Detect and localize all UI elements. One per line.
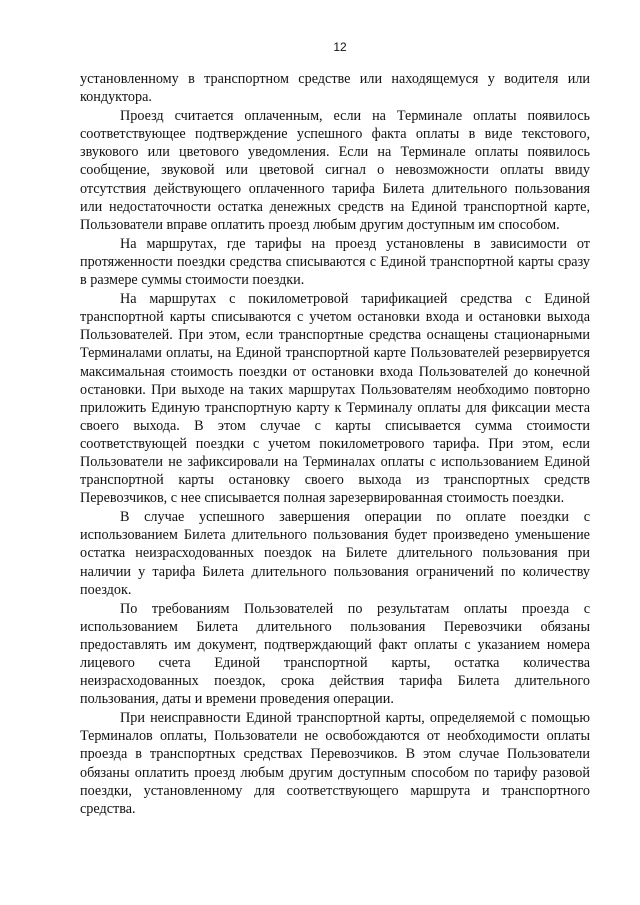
paragraph-card-malfunction: При неисправности Единой транспортной карты, определяемой с помощью Терминалов оплаты, Пользователи не освобождаются от необходимости оплаты проезда в транспортных средствах Перевозчиков. В этом случае Пользователи обязаны оплатить проезд любым другим доступным способом по тарифу разовой поездки, установленному для соответствующего маршрута и транспортного средства.: [80, 710, 590, 817]
paragraph-per-kilometer-tariffs: На маршрутах с покилометровой тарификацией средства с Единой транспортной карты списываются с учетом остановки входа и остановки выхода Пользователей. При этом, если транспортные средства оснащены стационарными Терминалами оплаты, на Единой транспортной карте Пользователей резервируется максимальная стоимость поездки от остановки входа Пользователей до конечной остановки. При выходе на таких маршрутах Пользователям необходимо повторно приложить Единую транспортную карту к Терминалу оплаты для фиксации места своего выхода. В этом случае с карты списывается сумма стоимости соответствующей поездки с учетом покилометрового тарифа. При этом, если Пользователи не зафиксировали на Терминалах оплаты с использованием Единой транспортной карты остановку своего выхода из транспортных средств Перевозчиков, с нее списывается полная зарезервированная стоимость поездки.: [80, 291, 590, 507]
paragraph-continuation: установленному в транспортном средстве или находящемуся у водителя или кондуктора.: [80, 71, 590, 106]
paragraph-payment-document: По требованиям Пользователей по результатам оплаты проезда с использованием Билета длительного пользования Перевозчики обязаны предоставлять им документ, подтверждающий факт оплаты с указанием номера лицевого счета Единой транспортной карты, остатка количества неизрасходованных поездок, срока действия тарифа Билета длительного пользования, даты и времени проведения операции.: [80, 600, 590, 708]
paragraph-long-term-ticket-decrease: В случае успешного завершения операции по оплате поездки с использованием Билета длительного пользования будет произведено уменьшение остатка неизрасходованных поездок на Билете длительного пользования при наличии у тарифа Билета длительного пользования ограничений по количеству поездок.: [80, 509, 590, 598]
paragraph-payment-confirmation: Проезд считается оплаченным, если на Терминале оплаты появилось соответствующее подтверждение успешного факта оплаты в виде текстового, звукового или цветового уведомления. Если на Терминале оплаты появилось сообщение, звуковой или цветовой сигнал о невозможности оплаты ввиду отсутствия действующего оплаченного тарифа Билета длительного пользования или недостаточности остатка денежных средств на Единой транспортной карте, Пользователи вправе оплатить проезд любым другим доступным им способом.: [80, 108, 590, 233]
page-number: 12: [333, 40, 347, 54]
paragraph-distance-tariffs: На маршрутах, где тарифы на проезд установлены в зависимости от протяженности поездки средства списываются с Единой транспортной карты сразу в размере суммы стоимости поездки.: [80, 235, 590, 289]
